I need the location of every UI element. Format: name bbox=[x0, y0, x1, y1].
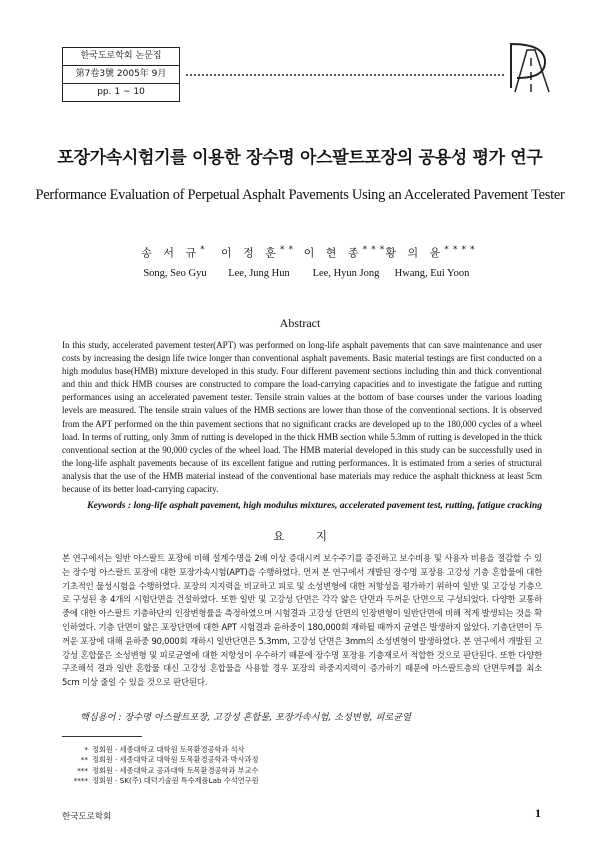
author-mark: *** bbox=[362, 244, 389, 255]
footnote-mark: **** bbox=[73, 776, 88, 786]
author-name-ko: 황 의 윤 bbox=[385, 246, 445, 260]
author-name-ko: 이 현 종 bbox=[303, 246, 363, 260]
footnote-mark: *** bbox=[77, 765, 88, 775]
footnote-rule bbox=[62, 736, 142, 737]
author-name-ko: 이 정 훈 bbox=[220, 246, 280, 260]
footnote-mark: * bbox=[84, 745, 88, 754]
author-mark: ** bbox=[279, 244, 298, 255]
footnote-text: 정회원 · 세종대학교 대학원 토목환경공학과 석사 bbox=[92, 745, 245, 754]
abstract-body: In this study, accelerated pavement tester(APT) was performed on long-life asphalt pavements that can save maintenance and user costs by increasing the design life twice longer than conventional asphalt pavements. Basic material testings are first conducted on a high modulus base(HMB) mixture developed in this study. Four different pavement sections including thin and thick conventional and thin and thick HMB courses are constructed to compare the load-carrying capacities and to investigate the fatigue and rutting performances using an accelerated pavement tester. Tensile strain values at the bottom of base courses under the various loading levels are measured. The tensile strain values of the HMB sections are lower than those of the conventional sections. It is observed from the APT performed on the thin pavement sections that no significant cracks are developed up to the 180,000 cycles of a wheel load. In terms of rutting, only 3mm of rutting is developed in the thick HMB section while 5.3mm of rutting is developed in the thick conventional section at the 90,000 cycles of the wheel load. The HMB material developed in this study can be successfully used in the long-life asphalt pavements because of its excellent fatigue and rutting performances. It is estimated from a series of structural analysis that the use of the HMB material instead of the conventional base materials may reduce the asphalt thickness at least 5cm because of its better load-carrying capacity. bbox=[62, 340, 542, 495]
author-name-en: Hwang, Eui Yoon bbox=[394, 267, 470, 279]
journal-pages: pp. 1 ~ 10 bbox=[97, 87, 145, 97]
paper-title-korean: 포장가속시험기를 이용한 장수명 아스팔트포장의 공용성 평가 연구 bbox=[57, 148, 543, 168]
summary-heading: 요 지 bbox=[273, 529, 341, 543]
page-number: 1 bbox=[535, 806, 541, 820]
paper-title-english: Performance Evaluation of Perpetual Asphalt Pavements Using an Accelerated Pavement Tester bbox=[35, 187, 565, 203]
summary-body: 본 연구에서는 일반 아스팔트 포장에 비해 설계수명을 2배 이상 증대시켜 보수주기를 증진하고 보수비용 및 사용자 비용을 절감할 수 있는 장수명 아스팔트 포장에 대한 포장가속시험(APT)을 수행하였다. 먼저 본 연구에서 개발된 장수명 포장용 고강성 기층 혼합물에 대한 기초적인 물성시험을 수행하였다. 포장의 지지력을 비교하고 피로 및 소성변형에 대한 저항성을 평가하기 위하여 일반 및 고강성 기층으로 구성된 총 4개의 시험단면을 건설하였다. 또한 일반 및 고강성 단면은 각각 얇은 단면과 두꺼운 단면으로 구성되었다. 다양한 교통하중에 대한 아스팔트 기층하단의 인장변형률을 측정하였으며 시험결과 고강성 단면의 인장변형이 일반단면에 비해 적게 발생되는 것을 확인하였다. 기층 단면이 얇은 포장단면에 대한 APT 시험결과 윤하중이 180,000회 재하될 때까지 균열은 발생하지 않았다. 기층단면이 두꺼운 포장에 대해 윤하중 90,000회 재하시 일반단면은 5.3mm, 고강성 단면은 3mm의 소성변형이 발생하였다. 본 연구에서 개발된 고강성 혼합물은 소성변형 및 피로균열에 대한 저항성이 우수하기 때문에 장수명 포장용 기층재로서 적합한 것으로 판단된다. 또한 다양한 구조해석 결과 일반 혼합물 대신 고강성 혼합물을 사용할 경우 포장의 하중지지력이 증가하기 때문에 아스팔트층의 단면두께를 최소 5cm 이상 줄일 수 있을 것으로 판단된다. bbox=[62, 553, 542, 688]
journal-name: 한국도로학회 논문집 bbox=[63, 48, 179, 66]
footnote-item bbox=[62, 745, 259, 755]
author-name-ko: 송 서 규 bbox=[141, 246, 201, 260]
header-dotted-line bbox=[186, 74, 504, 76]
footnote-text: 정회원 · 세종대학교 공과대학 토목환경공학과 부교수 bbox=[92, 765, 259, 775]
footnote-item bbox=[62, 766, 259, 776]
author-mark: * bbox=[200, 244, 209, 255]
author-name-en: Song, Seo Gyu bbox=[143, 267, 207, 279]
footnote-item bbox=[62, 755, 259, 765]
author-4 bbox=[377, 244, 487, 279]
author-name-en: Lee, Hyun Jong bbox=[312, 267, 380, 279]
journal-volume: 第7卷3號 2005年 9月 bbox=[63, 66, 179, 84]
journal-info-box bbox=[62, 47, 180, 102]
keywords-english: Keywords : long-life asphalt pavement, high modulus mixtures, accelerated pavement test, rutting, fatigue cracking bbox=[87, 500, 542, 511]
journal-logo-icon bbox=[505, 36, 555, 96]
footnote-text: 정회원 · 세종대학교 대학원 토목환경공학과 박사과정 bbox=[92, 755, 259, 765]
author-mark: **** bbox=[444, 244, 479, 255]
keywords-korean: 핵심용어 : 장수명 아스팔트포장, 고강성 혼합물, 포장가속시험, 소성변형, 피로균열 bbox=[80, 712, 412, 723]
author-name-en: Lee, Jung Hun bbox=[228, 267, 290, 279]
footer-journal-name: 한국도로학회 bbox=[62, 812, 112, 822]
footnote-text: 정회원 · SK(주) 대덕기술원 특수제품Lab 수석연구원 bbox=[92, 776, 259, 786]
abstract-heading: Abstract bbox=[279, 316, 321, 330]
footnote-mark: ** bbox=[80, 755, 88, 765]
footnotes bbox=[62, 745, 259, 787]
footnote-item bbox=[62, 776, 259, 786]
